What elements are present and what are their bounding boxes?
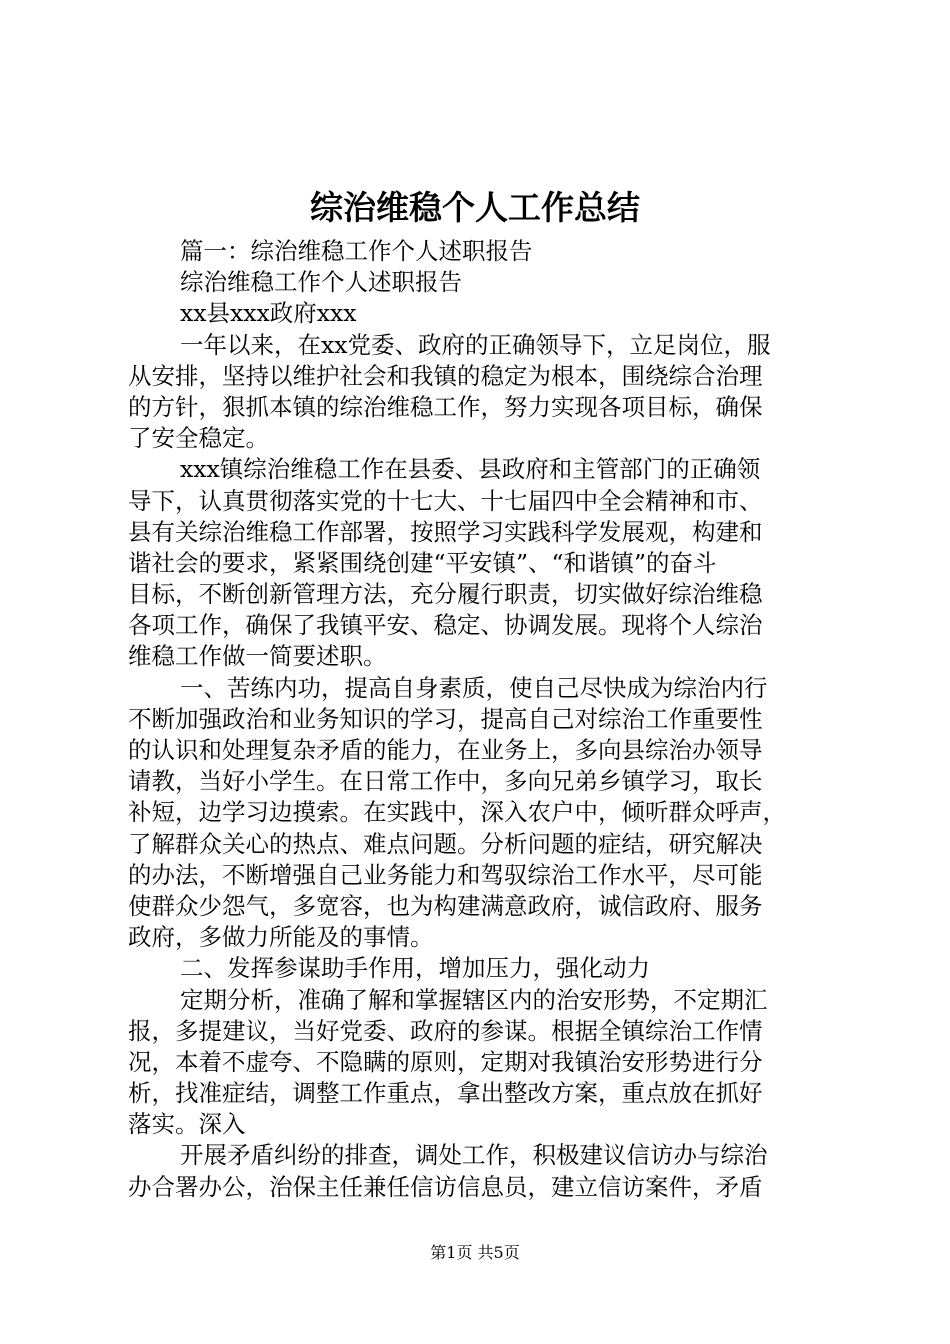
text-line: 县有关综治维稳工作部署，按照学习实践科学发展观，构建和 (128, 517, 763, 546)
text-line: xx县xxx政府xxx (180, 299, 357, 328)
text-line: 不断加强政治和业务知识的学习，提高自己对综治工作重要性 (128, 704, 763, 733)
text-line: 请教，当好小学生。在日常工作中，多向兄弟乡镇学习，取长 (128, 767, 763, 796)
text-line: 导下，认真贯彻落实党的十七大、十七届四中全会精神和市、 (128, 486, 763, 515)
text-line: 从安排，坚持以维护社会和我镇的稳定为根本，围绕综合治理 (128, 361, 763, 390)
text-line: 的认识和处理复杂矛盾的能力，在业务上，多向县综治办领导 (128, 736, 763, 764)
text-line: 的办法，不断增强自己业务能力和驾驭综治工作水平，尽可能 (128, 860, 763, 889)
text-line: 析，找准症结，调整工作重点，拿出整改方案，重点放在抓好 (128, 1079, 763, 1108)
document-title: 综治维稳个人工作总结 (310, 188, 640, 227)
page-footer: 第1页 共5页 (430, 1243, 520, 1262)
text-line: 目标，不断创新管理方法，充分履行职责，切实做好综治维稳 (128, 580, 763, 609)
text-line: 政府，多做力所能及的事情。 (128, 923, 434, 952)
text-line: 开展矛盾纠纷的排查，调处工作，积极建议信访办与综治 (180, 1141, 768, 1170)
text-line: 综治维稳工作个人述职报告 (180, 268, 462, 297)
text-line: 补短，边学习边摸索。在实践中，深入农户中，倾听群众呼声， (128, 798, 786, 827)
text-line: xxx镇综治维稳工作在县委、县政府和主管部门的正确领 (180, 455, 761, 484)
document-body (128, 236, 832, 1203)
text-line: 定期分析，准确了解和掌握辖区内的治安形势，不定期汇 (180, 985, 768, 1014)
text-line: 报，多提建议，当好党委、政府的参谋。根据全镇综治工作情 (128, 1016, 763, 1045)
text-line: 的方针，狠抓本镇的综治维稳工作，努力实现各项目标，确保 (128, 392, 763, 421)
text-line: 一年以来，在xx党委、政府的正确领导下，立足岗位，服 (180, 330, 771, 359)
text-line: 了解群众关心的热点、难点问题。分析问题的症结，研究解决 (128, 829, 763, 858)
text-line: 各项工作，确保了我镇平安、稳定、协调发展。现将个人综治 (128, 611, 763, 640)
text-line: 使群众少怨气，多宽容，也为构建满意政府，诚信政府、服务 (128, 891, 763, 920)
text-line: 落实。深入 (128, 1110, 246, 1139)
text-line: 况，本着不虚夸、不隐瞒的原则，定期对我镇治安形势进行分 (128, 1047, 763, 1076)
text-line: 办合署办公，治保主任兼任信访信息员，建立信访案件，矛盾 (128, 1172, 763, 1201)
text-line: 维稳工作做一简要述职。 (128, 642, 387, 671)
text-line: 二、发挥参谋助手作用，增加压力，强化动力 (180, 954, 650, 983)
text-line: 一、苦练内功，提高自身素质，使自己尽快成为综治内行 (180, 673, 768, 702)
text-line: 谐社会的要求，紧紧围绕创建“平安镇”、“和谐镇”的奋斗 (128, 548, 717, 577)
text-line: 篇一：综治维稳工作个人述职报告 (180, 237, 533, 265)
text-line: 了安全稳定。 (128, 424, 269, 453)
